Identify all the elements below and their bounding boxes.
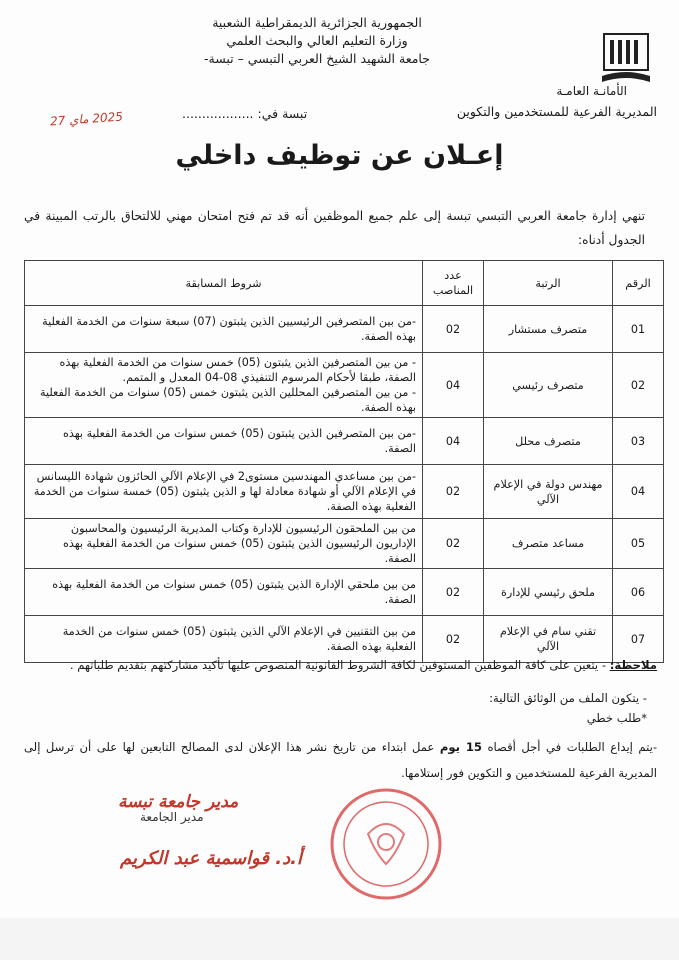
header-rank: الرتبة <box>484 261 613 306</box>
secretariat-general: الأمانـة العامـة <box>556 84 627 98</box>
row-rank: ملحق رئيسي للإدارة <box>484 569 613 616</box>
header-count: عدد المناصب <box>423 261 484 306</box>
row-conditions: -من بين مساعدي المهندسين مستوى2 في الإعلام الآلي الحائزون شهادة الليسانس في الإعلام الآلي أو شهادة معادلة لها و الذين يثبتون (05) خمسة سنوات من الخدمة الفعلية بهذه الصفة. <box>25 465 423 519</box>
table-row <box>25 465 664 519</box>
documents-item: *طلب خطي <box>586 711 647 725</box>
deadline-before: -يتم إيداع الطلبات في أجل أقصاه <box>481 740 658 754</box>
documents-intro: - يتكون الملف من الوثائق التالية: <box>489 691 647 705</box>
row-rank: مهندس دولة في الإعلام الآلي <box>484 465 613 519</box>
row-num: 05 <box>613 519 664 569</box>
row-count: 02 <box>423 306 484 353</box>
row-num: 02 <box>613 353 664 418</box>
row-num: 04 <box>613 465 664 519</box>
page-bottom-margin <box>0 918 679 960</box>
row-conditions: - من بين المتصرفين الذين يثبتون (05) خمس سنوات من الخدمة الفعلية بهذه الصفة، طبقا لأحكام المرسوم التنفيذي 08-04 المعدل و المتمم. - من بين المتصرفين المحللين الذين يثبتون خمس (05) سنوات من الخدمة الفعلية بهذه الصفة. <box>25 353 423 418</box>
sub-directorate: المديرية الفرعية للمستخدمين والتكوين <box>456 104 657 119</box>
row-conditions: -من بين المتصرفين الرئيسيين الذين يثبتون (07) سبعة سنوات من الخدمة الفعلية بهذه الصفة. <box>25 306 423 353</box>
row-num: 03 <box>613 418 664 465</box>
row-count: 02 <box>423 519 484 569</box>
signature-subtitle: مدير الجامعة <box>140 810 204 824</box>
intro-paragraph: تنهي إدارة جامعة العربي التبسي تبسة إلى علم جميع الموظفين أنه قد تم فتح امتحان مهني للالتحاق بالرتب المبينة في الجدول أدناه: <box>24 209 645 247</box>
row-num: 06 <box>613 569 664 616</box>
header-num: الرقم <box>613 261 664 306</box>
documents-list <box>489 688 647 728</box>
row-count: 02 <box>423 569 484 616</box>
announcement-title: إعـلان عن توظيف داخلي <box>175 140 504 171</box>
header-republic: الجمهورية الجزائرية الديمقراطية الشعبية <box>212 15 422 30</box>
table-row <box>25 616 664 663</box>
table-row <box>25 418 664 465</box>
header-ministry: وزارة التعليم العالي والبحث العلمي <box>226 33 408 48</box>
official-stamp <box>326 784 446 904</box>
row-rank: متصرف رئيسي <box>484 353 613 418</box>
deadline-days: 15 يوم <box>439 740 482 754</box>
table-row <box>25 569 664 616</box>
row-rank: متصرف محلل <box>484 418 613 465</box>
row-conditions: من بين الملحقون الرئيسيون للإدارة وكتاب المديرية الرئيسيون والمحاسبون الإداريون الرئيسيون الذين يثبتون (05) خمس سنوات من الخدمة الفعلية بهذه الصفة. <box>25 519 423 569</box>
row-conditions: -من بين المتصرفين الذين يثبتون (05) خمس سنوات من الخدمة الفعلية بهذه الصفة. <box>25 418 423 465</box>
header-university: جامعة الشهيد الشيخ العربي التبسي – تبسة- <box>204 51 430 66</box>
table-row <box>25 306 664 353</box>
signature-title: مدير جامعة تبسة <box>118 792 239 812</box>
signature-name: أ.د. قواسمية عبد الكريم <box>120 848 302 869</box>
deadline-paragraph <box>24 734 657 786</box>
row-count: 02 <box>423 616 484 663</box>
table-header-row <box>25 261 664 306</box>
table-row <box>25 353 664 418</box>
row-rank: مساعد متصرف <box>484 519 613 569</box>
row-rank: متصرف مستشار <box>484 306 613 353</box>
date-line: تبسة في: .................. <box>182 106 308 121</box>
row-conditions: من بين التقنيين في الإعلام الآلي الذين يثبتون (05) خمس سنوات من الخدمة الفعلية بهذه الصفة. <box>25 616 423 663</box>
deadline-after: عمل ابتداء من تاريخ نشر هذا الإعلان لدى المصالح التابعين لها على أن ترسل إلى المديرية الفرعية للمستخدمين و التكوين فور إستلامها. <box>24 740 657 780</box>
note-label: ملاحظة: <box>609 658 657 672</box>
official-header <box>192 14 442 68</box>
positions-table <box>24 260 664 663</box>
row-count: 04 <box>423 353 484 418</box>
note-section <box>24 657 657 674</box>
row-conditions: من بين ملحقي الإدارة الذين يثبتون (05) خمس سنوات من الخدمة الفعلية بهذه الصفة. <box>25 569 423 616</box>
row-num: 07 <box>613 616 664 663</box>
header-conditions: شروط المسابقة <box>25 261 423 306</box>
row-num: 01 <box>613 306 664 353</box>
table-row <box>25 519 664 569</box>
row-rank: تقني سام في الإعلام الآلي <box>484 616 613 663</box>
handwritten-date: 2025 ماي 27 <box>49 109 124 129</box>
note-text: - يتعين على كافة الموظفين المستوفين لكافة الشروط القانونية المنصوص عليها تأكيد مشاركتهم بتقديم طلباتهم . <box>69 658 606 672</box>
row-count: 04 <box>423 418 484 465</box>
row-count: 02 <box>423 465 484 519</box>
university-logo <box>596 30 656 90</box>
